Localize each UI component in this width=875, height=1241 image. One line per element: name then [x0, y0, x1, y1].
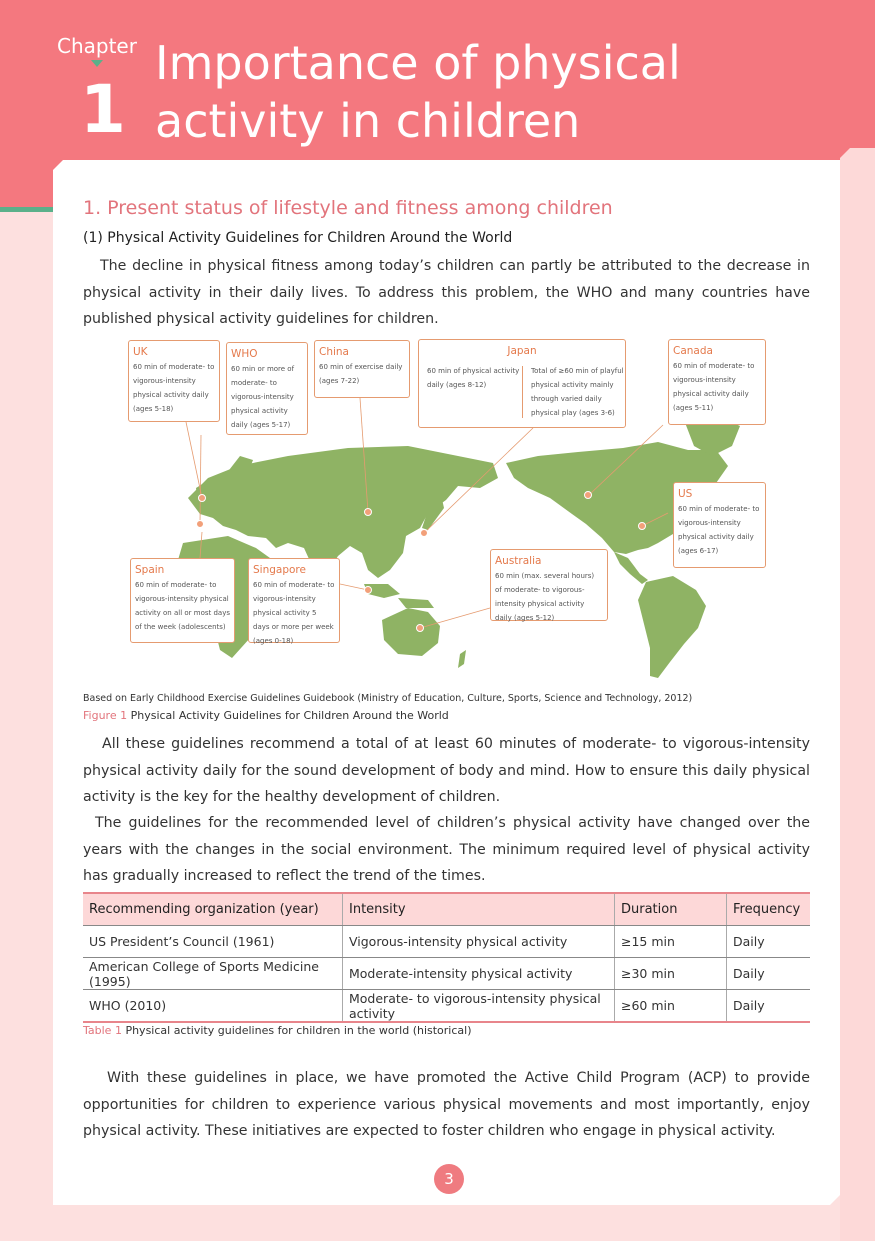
callout-canada-name: Canada	[673, 345, 713, 357]
table-cell: American College of Sports Medicine (1995)	[83, 958, 343, 990]
callout-uk-text: 60 min of moderate- to vigorous-intensity physical activity daily (ages 5-18)	[133, 363, 215, 413]
callout-us-name: US	[678, 488, 693, 500]
figure-source-note: Based on Early Childhood Exercise Guidelines Guidebook (Ministry of Education, Culture, Sports, Science and Technology, 2012)	[83, 693, 693, 704]
section-heading: 1. Present status of lifestyle and fitness among children	[83, 197, 613, 219]
chapter-title	[155, 34, 795, 150]
table-row	[83, 990, 810, 1023]
table-cell: Daily	[727, 958, 811, 990]
callout-canada-text: 60 min of moderate- to vigorous-intensity physical activity daily (ages 5-11)	[673, 362, 755, 412]
callout-china-text: 60 min of exercise daily (ages 7-22)	[319, 363, 403, 385]
callout-spain	[130, 558, 235, 643]
table-row	[83, 958, 810, 990]
history-paragraph: The guidelines for the recommended level of children’s physical activity have changed over the years with the changes in the social environment. The minimum required level of physical activity has gradually increased to reflect the trend of the times.	[83, 815, 810, 884]
table-caption-text: Physical activity guidelines for children in the world (historical)	[125, 1024, 472, 1037]
callout-spain-name: Spain	[135, 564, 165, 576]
table-cell: ≥60 min	[615, 990, 727, 1023]
intro-paragraph: The decline in physical fitness among today’s children can partly be attributed to the decrease in physical activity in their daily lives. To address this problem, the WHO and many countries have published physical activity guidelines for children.	[83, 258, 810, 327]
guidelines-table	[83, 892, 810, 1023]
chapter-label: Chapter	[57, 34, 137, 58]
callout-china-name: China	[319, 346, 349, 358]
table-header-cell: Recommending organization (year)	[83, 893, 343, 926]
callout-who	[226, 342, 308, 435]
page-edge-strip	[840, 148, 875, 1241]
marker-singapore	[365, 587, 372, 594]
figure-caption	[83, 709, 449, 722]
marker-japan	[421, 530, 428, 537]
table-cell: Daily	[727, 990, 811, 1023]
acp-paragraph: With these guidelines in place, we have promoted the Active Child Program (ACP) to provide opportunities for children to experience various physical movements and most importantly, enjoy physical activity. These initiatives are expected to foster children who engage in physical activity.	[83, 1070, 810, 1139]
table-cell: ≥15 min	[615, 926, 727, 958]
chapter-marker-icon	[91, 60, 103, 67]
table-cell: WHO (2010)	[83, 990, 343, 1023]
chapter-number: 1	[80, 71, 126, 148]
callout-japan	[418, 339, 626, 428]
callout-singapore-text: 60 min of moderate- to vigorous-intensity physical activity 5 days or more per week (ages 0-18)	[253, 581, 335, 645]
callout-uk-name: UK	[133, 346, 148, 358]
callout-us	[673, 482, 766, 568]
table-cell: US President’s Council (1961)	[83, 926, 343, 958]
table-cell: Vigorous-intensity physical activity	[343, 926, 615, 958]
callout-singapore	[248, 558, 340, 643]
table-cell: Moderate-intensity physical activity	[343, 958, 615, 990]
callout-who-text: 60 min or more of moderate- to vigorous-intensity physical activity daily (ages 5-17)	[231, 365, 295, 429]
marker-australia	[417, 625, 424, 632]
callout-singapore-name: Singapore	[253, 564, 306, 576]
callout-australia	[490, 549, 608, 621]
table-cell: Moderate- to vigorous-intensity physical activity	[343, 990, 615, 1023]
chapter-title-line2: activity in children	[155, 94, 581, 148]
chapter-title-line1: Importance of physical	[155, 36, 681, 90]
callout-japan-divider	[522, 366, 523, 418]
callout-japan-text-b: Total of ≥60 min of playful physical activity mainly through varied daily physical play (ages 3-6)	[531, 367, 624, 417]
marker-canada	[585, 492, 592, 499]
marker-uk	[199, 495, 206, 502]
table-caption	[83, 1024, 472, 1037]
table-header-cell: Intensity	[343, 893, 615, 926]
figure-caption-text: Physical Activity Guidelines for Children Around the World	[130, 709, 449, 722]
table-header-row	[83, 893, 810, 926]
table-header-cell: Frequency	[727, 893, 811, 926]
callout-who-name: WHO	[231, 348, 258, 360]
page-number-badge: 3	[434, 1164, 464, 1194]
callout-us-text: 60 min of moderate- to vigorous-intensity physical activity daily (ages 6-17)	[678, 505, 760, 555]
sub-heading: (1) Physical Activity Guidelines for Children Around the World	[83, 230, 513, 246]
figure-caption-label: Figure 1	[83, 709, 128, 722]
table-header-cell: Duration	[615, 893, 727, 926]
callout-china	[314, 340, 410, 398]
world-map-figure	[128, 338, 768, 683]
table-caption-label: Table 1	[83, 1024, 122, 1037]
callout-japan-text-a: 60 min of physical activity daily (ages 8-12)	[427, 367, 520, 389]
callout-spain-text: 60 min of moderate- to vigorous-intensity physical activity on all or most days of the week (adolescents)	[135, 581, 231, 631]
guidelines-paragraph: All these guidelines recommend a total of at least 60 minutes of moderate- to vigorous-intensity physical activity daily for the sound development of body and mind. How to ensure this daily physical activity is the key for the healthy development of children.	[83, 736, 810, 805]
table-cell: Daily	[727, 926, 811, 958]
callout-uk	[128, 340, 220, 422]
marker-china	[365, 509, 372, 516]
callout-australia-text: 60 min (max. several hours) of moderate- to vigorous-intensity physical activity daily (ages 5-12)	[495, 572, 595, 622]
marker-us	[639, 523, 646, 530]
marker-spain	[197, 521, 204, 528]
header-accent-bar	[0, 207, 53, 212]
callout-canada	[668, 339, 766, 425]
table-cell: ≥30 min	[615, 958, 727, 990]
callout-australia-name: Australia	[495, 555, 542, 567]
table-row	[83, 926, 810, 958]
callout-japan-name: Japan	[507, 345, 537, 357]
